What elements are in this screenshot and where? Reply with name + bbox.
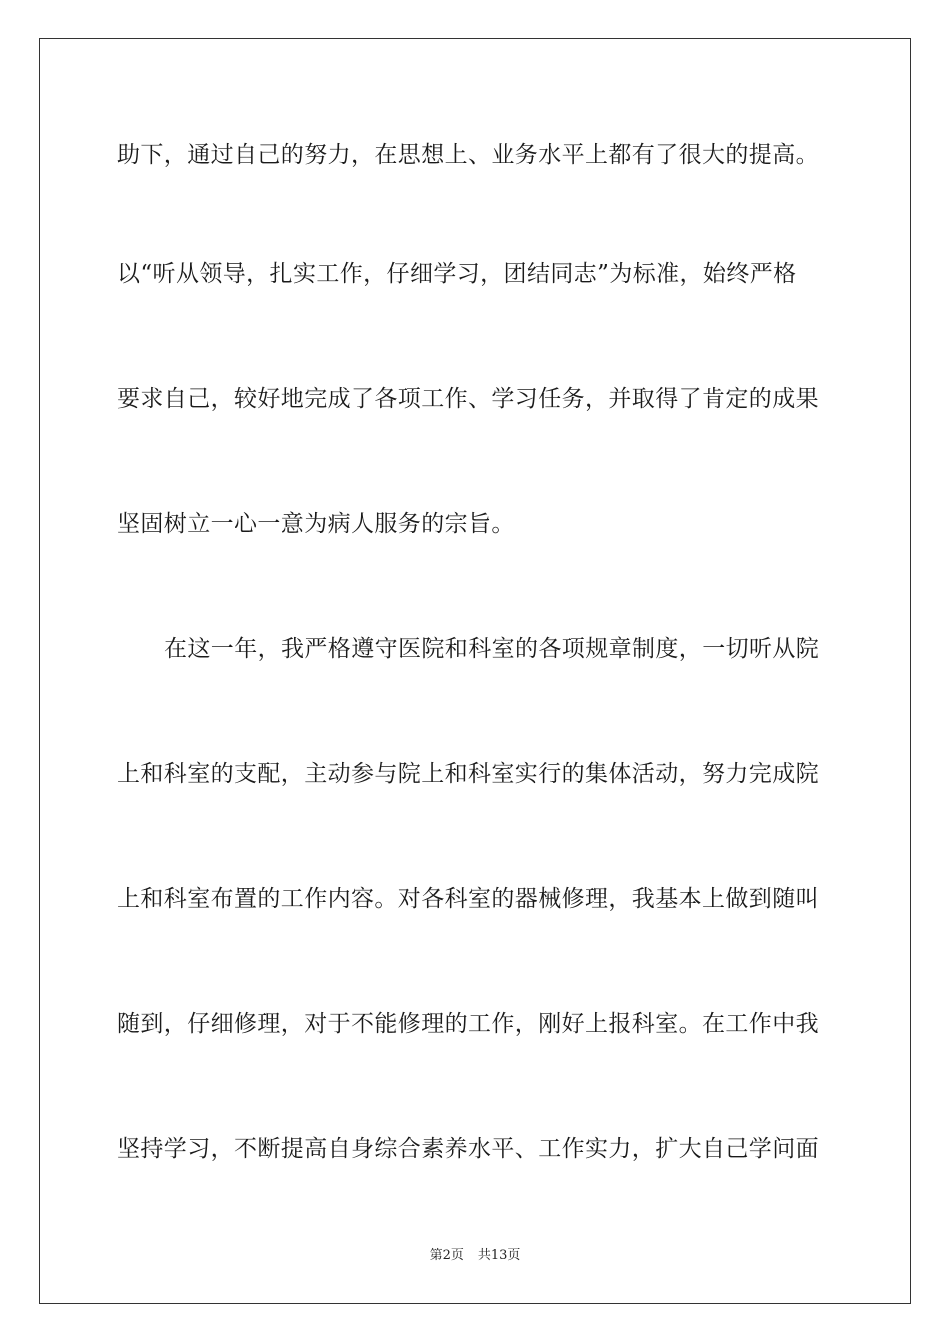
page-number: 第2页 [429, 1248, 464, 1263]
page-footer [0, 1246, 950, 1266]
body-text-line: 以“听从领导，扎实工作，仔细学习，团结同志”为标准，始终严格 [117, 261, 797, 287]
page-total: 共13页 [477, 1248, 521, 1263]
body-text-line: 上和科室的支配，主动参与院上和科室实行的集体活动，努力完成院 [117, 761, 819, 787]
body-text-line: 上和科室布置的工作内容。对各科室的器械修理，我基本上做到随叫 [117, 886, 819, 912]
body-text-line: 坚固树立一心一意为病人服务的宗旨。 [117, 511, 515, 537]
body-text-line: 随到，仔细修理，对于不能修理的工作，刚好上报科室。在工作中我 [117, 1011, 819, 1037]
page-border [39, 38, 911, 1304]
body-text-line: 要求自己，较好地完成了各项工作、学习任务，并取得了肯定的成果 [117, 386, 819, 412]
body-text-line: 助下，通过自己的努力，在思想上、业务水平上都有了很大的提高。 [117, 142, 819, 168]
paragraph-first-line: 在这一年，我严格遵守医院和科室的各项规章制度，一切听从院 [164, 636, 820, 662]
body-text-line: 坚持学习，不断提高自身综合素养水平、工作实力，扩大自己学问面 [117, 1136, 819, 1162]
